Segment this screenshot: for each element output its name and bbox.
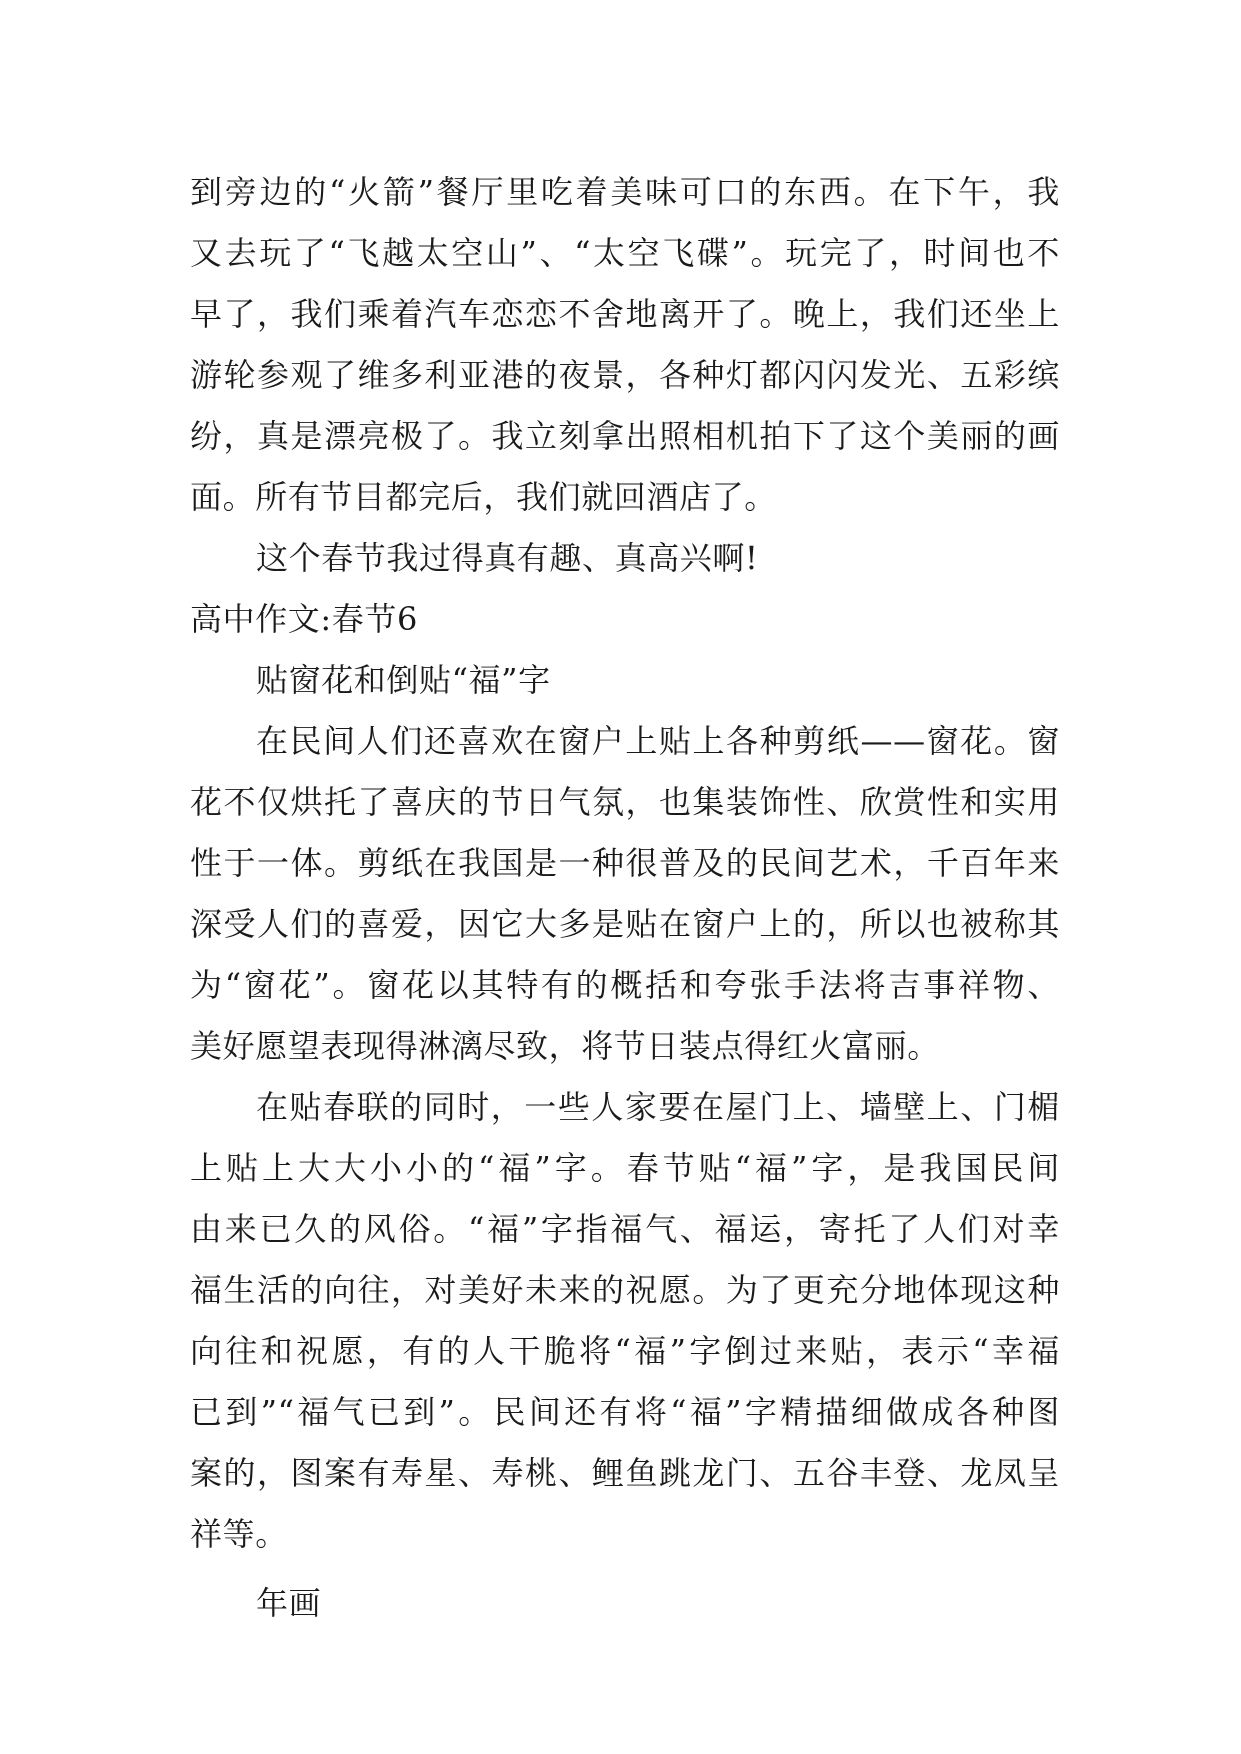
paragraph-line: 花不仅烘托了喜庆的节日气氛，也集装饰性、欣赏性和实用: [190, 783, 1060, 821]
paragraph-line: 案的，图案有寿星、寿桃、鲤鱼跳龙门、五谷丰登、龙凤呈: [190, 1454, 1060, 1492]
paragraph-line: 性于一体。剪纸在我国是一种很普及的民间艺术，千百年来: [190, 844, 1060, 882]
paragraph-line: 上贴上大大小小的“福”字。春节贴“福”字，是我国民间: [190, 1149, 1060, 1187]
paragraph-line: 福生活的向往，对美好未来的祝愿。为了更充分地体现这种: [190, 1271, 1060, 1309]
section-heading: 高中作文:春节6: [190, 600, 418, 638]
paragraph-line: 面。所有节目都完后，我们就回酒店了。: [190, 478, 777, 516]
paragraph-line: 已到”“福气已到”。民间还有将“福”字精描细做成各种图: [190, 1393, 1060, 1431]
document-body: [190, 162, 1060, 1634]
paragraph-line: 早了，我们乘着汽车恋恋不舍地离开了。晚上，我们还坐上: [190, 295, 1060, 333]
paragraph-line: 在贴春联的同时，一些人家要在屋门上、墙壁上、门楣: [256, 1088, 1060, 1126]
paragraph-line: 纷，真是漂亮极了。我立刻拿出照相机拍下了这个美丽的画: [190, 417, 1060, 455]
paragraph-line: 向往和祝愿，有的人干脆将“福”字倒过来贴，表示“幸福: [190, 1332, 1060, 1370]
paragraph-line: 美好愿望表现得淋漓尽致，将节日装点得红火富丽。: [190, 1027, 940, 1065]
paragraph-line: 游轮参观了维多利亚港的夜景，各种灯都闪闪发光、五彩缤: [190, 356, 1060, 394]
paragraph-line: 为“窗花”。窗花以其特有的概括和夸张手法将吉事祥物、: [190, 966, 1060, 1004]
paragraph-line: 深受人们的喜爱，因它大多是贴在窗户上的，所以也被称其: [190, 905, 1060, 943]
paragraph-line: 到旁边的“火箭”餐厅里吃着美味可口的东西。在下午，我: [190, 173, 1060, 211]
subsection-heading: 年画: [256, 1584, 322, 1622]
paragraph-line: 这个春节我过得真有趣、真高兴啊!: [256, 539, 759, 577]
paragraph-line: 又去玩了“飞越太空山”、“太空飞碟”。玩完了，时间也不: [190, 234, 1060, 272]
subsection-heading: 贴窗花和倒贴“福”字: [256, 661, 551, 699]
paragraph-line: 由来已久的风俗。“福”字指福气、福运，寄托了人们对幸: [190, 1210, 1060, 1248]
paragraph-line: 祥等。: [190, 1515, 288, 1553]
paragraph-line: 在民间人们还喜欢在窗户上贴上各种剪纸——窗花。窗: [256, 722, 1060, 760]
